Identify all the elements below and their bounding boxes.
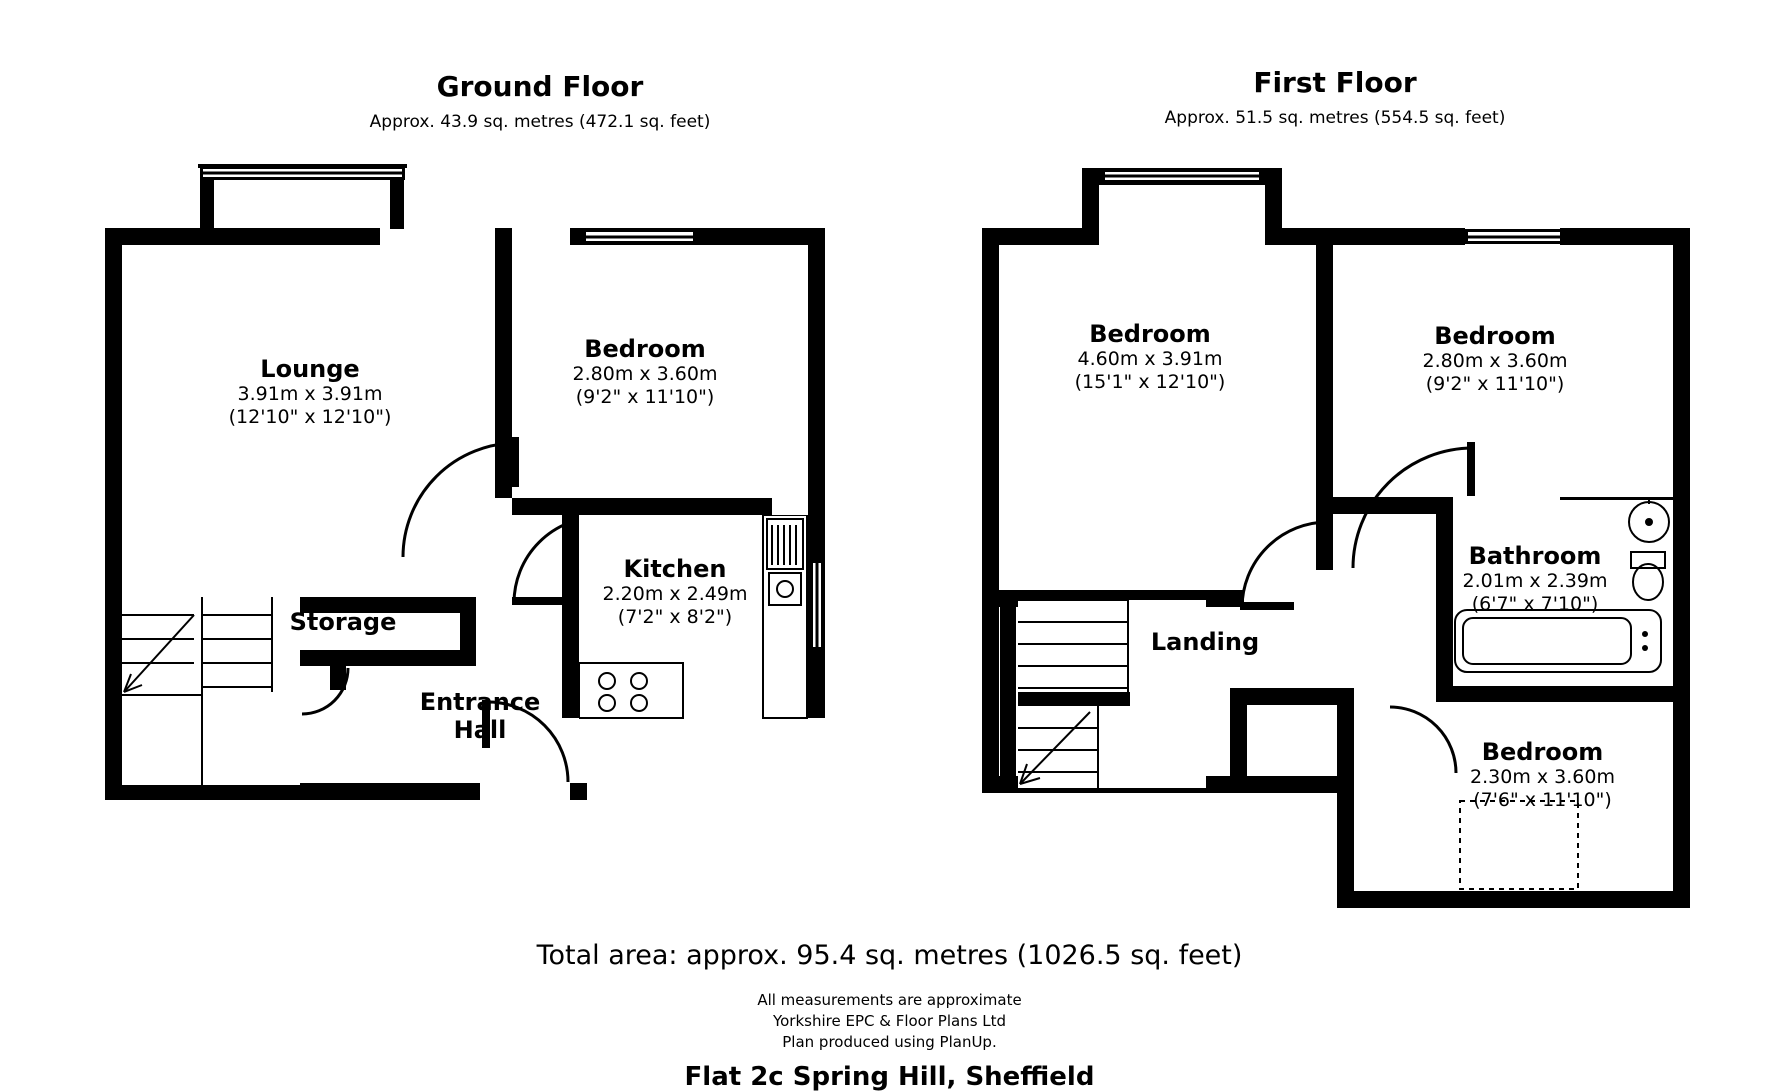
ff-wall-bottom <box>1337 891 1690 908</box>
ff-bedroom1-dim-ft: (15'1" x 12'10") <box>1074 370 1226 393</box>
gf-bay-window-frame-top <box>198 164 407 168</box>
ff-bathroom-name: Bathroom <box>1468 542 1602 570</box>
ff-bedroom3-dim-ft: (7'6" x 11'10") <box>1473 788 1612 811</box>
ff-door-bedroom1 <box>1240 520 1335 615</box>
gf-wall-bedroom-bottom <box>512 498 772 515</box>
ff-room-bedroom-3 <box>1400 738 1685 811</box>
ff-room-bathroom <box>1400 542 1670 615</box>
property-address: Flat 2c Spring Hill, Sheffield <box>684 1062 1095 1092</box>
gf-lounge-dim-ft: (12'10" x 12'10") <box>228 405 392 428</box>
gf-room-kitchen <box>555 555 795 628</box>
gf-bedroom-dim-ft: (9'2" x 11'10") <box>575 385 715 408</box>
ff-wall-left <box>982 228 999 793</box>
note-line-3: Plan produced using PlanUp. <box>782 1033 997 1051</box>
ff-wall-bed1-right <box>1316 228 1333 570</box>
first-floor-title: First Floor <box>1253 66 1417 99</box>
gf-room-lounge <box>160 355 460 428</box>
gf-door-lounge <box>395 435 525 565</box>
ff-room-landing <box>1085 628 1325 656</box>
ff-bathroom-dim-m: 2.01m x 2.39m <box>1462 570 1608 593</box>
ground-floor-area: Approx. 43.9 sq. metres (472.1 sq. feet) <box>369 112 711 132</box>
ff-bedroom2-dim-ft: (9'2" x 11'10") <box>1425 372 1565 395</box>
ff-wall-top-right <box>1560 228 1690 245</box>
total-area-text: Total area: approx. 95.4 sq. metres (1026.5 sq. feet) <box>536 940 1243 971</box>
gf-storage-name: Storage <box>289 608 397 636</box>
note-line-1: All measurements are approximate <box>757 991 1022 1009</box>
gf-kitchen-dim-m: 2.20m x 2.49m <box>602 583 748 606</box>
ff-bedroom1-dim-m: 4.60m x 3.91m <box>1077 348 1223 371</box>
gf-entrance-name: Entrance <box>419 688 541 716</box>
first-floor-area: Approx. 51.5 sq. metres (554.5 sq. feet) <box>1164 108 1506 128</box>
gf-bay-window <box>200 166 405 180</box>
ff-bedroom2-dim-m: 2.80m x 3.60m <box>1422 350 1568 373</box>
gf-wall-left <box>105 228 122 800</box>
gf-bedroom-name: Bedroom <box>584 335 706 363</box>
gf-wall-top-left <box>105 228 380 245</box>
ground-floor-title: Ground Floor <box>436 70 644 103</box>
ff-wall-lower-left <box>1337 688 1354 908</box>
ff-wall-top-left <box>982 228 1082 245</box>
ff-bedroom2-name: Bedroom <box>1434 322 1556 350</box>
note-line-2: Yorkshire EPC & Floor Plans Ltd <box>772 1012 1007 1030</box>
ff-room-bedroom-1 <box>1000 320 1300 393</box>
gf-kitchen-name: Kitchen <box>623 555 727 583</box>
gf-bedroom-dim-m: 2.80m x 3.60m <box>572 363 718 386</box>
gf-kitchen-dim-ft: (7'2" x 8'2") <box>617 605 733 628</box>
ff-landing-name: Landing <box>1150 628 1260 656</box>
gf-lounge-dim-m: 3.91m x 3.91m <box>237 383 383 406</box>
ff-bedroom3-name: Bedroom <box>1481 738 1604 766</box>
gf-entrance-name-2: Hall <box>453 716 507 745</box>
gf-kitchen-window-frame <box>821 558 825 652</box>
ff-wall-stair-right <box>1000 600 1016 790</box>
gf-wall-storage-right <box>460 597 476 666</box>
gf-room-entrance-hall <box>380 688 580 745</box>
gf-bedroom-window <box>583 229 696 244</box>
gf-lounge-name: Lounge <box>260 355 360 383</box>
ff-window-front-right <box>1465 229 1563 244</box>
gf-room-bedroom <box>500 335 790 408</box>
ff-bedroom3-dim-m: 2.30m x 3.60m <box>1470 766 1615 789</box>
ff-window-front-left <box>1102 169 1262 183</box>
ff-bathroom-dim-ft: (6'7" x 7'10") <box>1471 592 1599 615</box>
ff-bedroom1-name: Bedroom <box>1089 320 1211 348</box>
ff-wall-top-mid <box>1265 228 1465 245</box>
ff-bedroom4-bed <box>1459 800 1579 890</box>
ff-room-bedroom-2 <box>1345 322 1645 395</box>
gf-room-storage <box>228 608 458 636</box>
ff-wall-landing-riser <box>1230 688 1247 780</box>
ff-wall-landing-right <box>1230 688 1350 705</box>
